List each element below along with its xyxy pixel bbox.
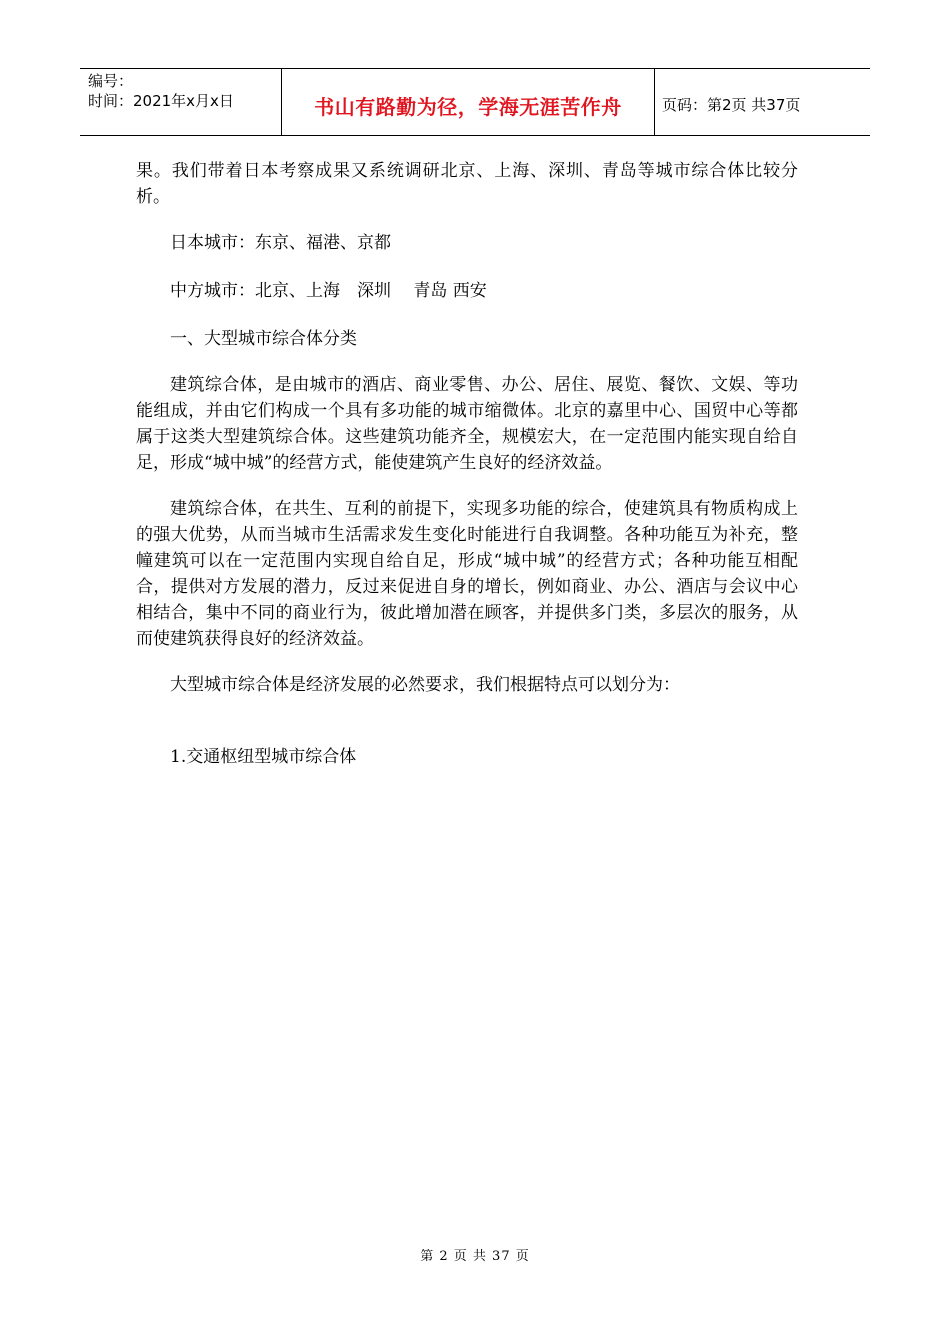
header-motto-cell	[282, 69, 655, 135]
header-page-info: 页码：第2页 共37页	[662, 95, 801, 114]
page-header	[80, 68, 870, 136]
list-item-transport-hub: 1.交通枢纽型城市综合体	[170, 747, 357, 767]
document-number-label: 编号：	[88, 72, 134, 90]
paragraph-classification-intro: 大型城市综合体是经济发展的必然要求，我们根据特点可以划分为：	[170, 675, 680, 695]
document-body	[136, 158, 798, 770]
header-meta-cell	[80, 69, 282, 135]
header-page-cell	[655, 69, 870, 135]
paragraph-complex-advantages: 建筑综合体，在共生、互利的前提下，实现多功能的综合，使建筑具有物质构成上的强大优势，从而当城市生活需求发生变化时能进行自我调整。各种功能互为补充，整幢建筑可以在一定范围内实现自给自足，形成“城中城”的经营方式；各种功能互相配合，提供对方发展的潜力，反过来促进自身的增长，例如商业、办公、酒店与会议中心相结合，集中不同的商业行为，彼此增加潜在顾客，并提供多门类，多层次的服务，从而使建筑获得良好的经济效益。	[136, 499, 798, 649]
paragraph-japan-cities: 日本城市：东京、福港、京都	[170, 233, 391, 253]
page-footer-number: 第 2 页 共 37 页	[420, 1249, 530, 1264]
header-motto: 书山有路勤为径，学海无涯苦作舟	[314, 94, 622, 119]
paragraph-china-cities: 中方城市：北京、上海 深圳 青岛 西安	[170, 281, 487, 301]
paragraph-continuation: 果。我们带着日本考察成果又系统调研北京、上海、深圳、青岛等城市综合体比较分析。	[136, 161, 798, 207]
section-heading-classification: 一、大型城市综合体分类	[170, 329, 357, 349]
document-time-label: 时间：2021年x月x日	[88, 92, 234, 110]
paragraph-complex-definition: 建筑综合体，是由城市的酒店、商业零售、办公、居住、展览、餐饮、文娱、等功能组成，并由它们构成一个具有多功能的城市缩微体。北京的嘉里中心、国贸中心等都属于这类大型建筑综合体。这些建筑功能齐全，规模宏大，在一定范围内能实现自给自足，形成“城中城”的经营方式，能使建筑产生良好的经济效益。	[136, 375, 798, 473]
